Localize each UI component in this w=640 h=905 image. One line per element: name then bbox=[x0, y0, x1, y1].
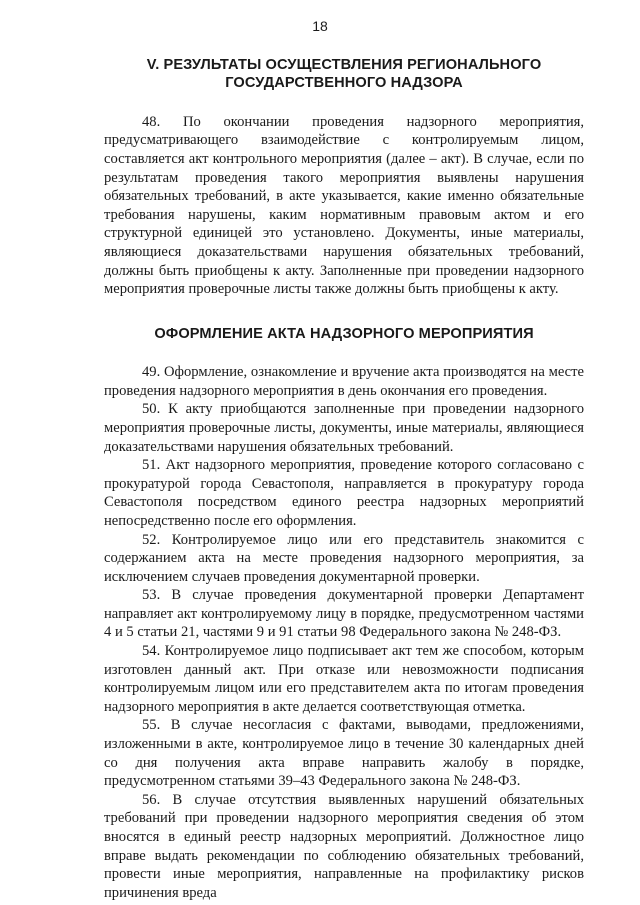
paragraph-56: 56. В случае отсутствия выявленных нарушений обязательных требований при проведении надзорного мероприятия сведения об этом вносятся в единый реестр надзорных мероприятий. Должностное лицо вправе выдать рекомендации по соблюдению обязательных требований, провести иные мероприятия, направленные на профилактику рисков причинения вреда bbox=[104, 791, 584, 901]
paragraph-49: 49. Оформление, ознакомление и вручение акта производятся на месте проведения надзорного мероприятия в день окончания его проведения. bbox=[104, 364, 584, 399]
paragraph-54: 54. Контролируемое лицо подписывает акт тем же способом, которым изготовлен данный акт. При отказе или невозможности подписания контролируемым лицом или его представителем акта по итогам проведения надзорного мероприятия в акте делается соответствующая отметка. bbox=[104, 643, 584, 715]
paragraph-51: 51. Акт надзорного мероприятия, проведение которого согласовано с прокуратурой города Севастополя, направляется в прокуратуру города Севастополя посредством единого реестра надзорных мероприятий непосредственно после его оформления. bbox=[104, 457, 584, 529]
section-heading bbox=[104, 56, 584, 93]
subsection-heading: ОФОРМЛЕНИЕ АКТА НАДЗОРНОГО МЕРОПРИЯТИЯ bbox=[154, 325, 534, 342]
section-heading-line-1: V. РЕЗУЛЬТАТЫ ОСУЩЕСТВЛЕНИЯ РЕГИОНАЛЬНОГО bbox=[146, 57, 542, 73]
section-heading-line-2: ГОСУДАРСТВЕННОГО НАДЗОРА bbox=[225, 75, 463, 92]
paragraph-55: 55. В случае несогласия с фактами, выводами, предложениями, изложенными в акте, контролируемое лицо в течение 30 календарных дней со дня получения акта вправе направить жалобу в порядке, предусмотренном статьями 39–43 Федерального закона № 248-ФЗ. bbox=[104, 717, 584, 790]
page-number: 18 bbox=[312, 18, 328, 34]
paragraph-52: 52. Контролируемое лицо или его представитель знакомится с содержанием акта на месте проведения надзорного мероприятия, за исключением случаев проведения документарной проверки. bbox=[104, 531, 584, 585]
document-body bbox=[104, 56, 584, 902]
paragraph-53: 53. В случае проведения документарной проверки Департамент направляет акт контролируемому лицу в порядке, предусмотренном частями 4 и 5 статьи 21, частями 9 и 91 статьи 98 Федерального закона № 248-ФЗ. bbox=[104, 587, 584, 641]
paragraph-48: 48. По окончании проведения надзорного мероприятия, предусматривающего взаимодействие с контролируемым лицом, составляется акт контрольного мероприятия (далее – акт). В случае, если по результатам проведения такого мероприятия выявлены нарушения обязательных требований, в акте указывается, какие именно обязательные требования нарушены, каким нормативным правовым актом и его структурной единицей это установлено. Документы, иные материалы, являющиеся доказательствами нарушения обязательных требований, должны быть приобщены к акту. Заполненные при проведении надзорного мероприятия проверочные листы также должны быть приобщены к акту. bbox=[104, 113, 584, 298]
paragraph-50: 50. К акту приобщаются заполненные при проведении надзорного мероприятия проверочные листы, документы, иные материалы, являющиеся доказательствами нарушения обязательных требований. bbox=[104, 401, 584, 455]
